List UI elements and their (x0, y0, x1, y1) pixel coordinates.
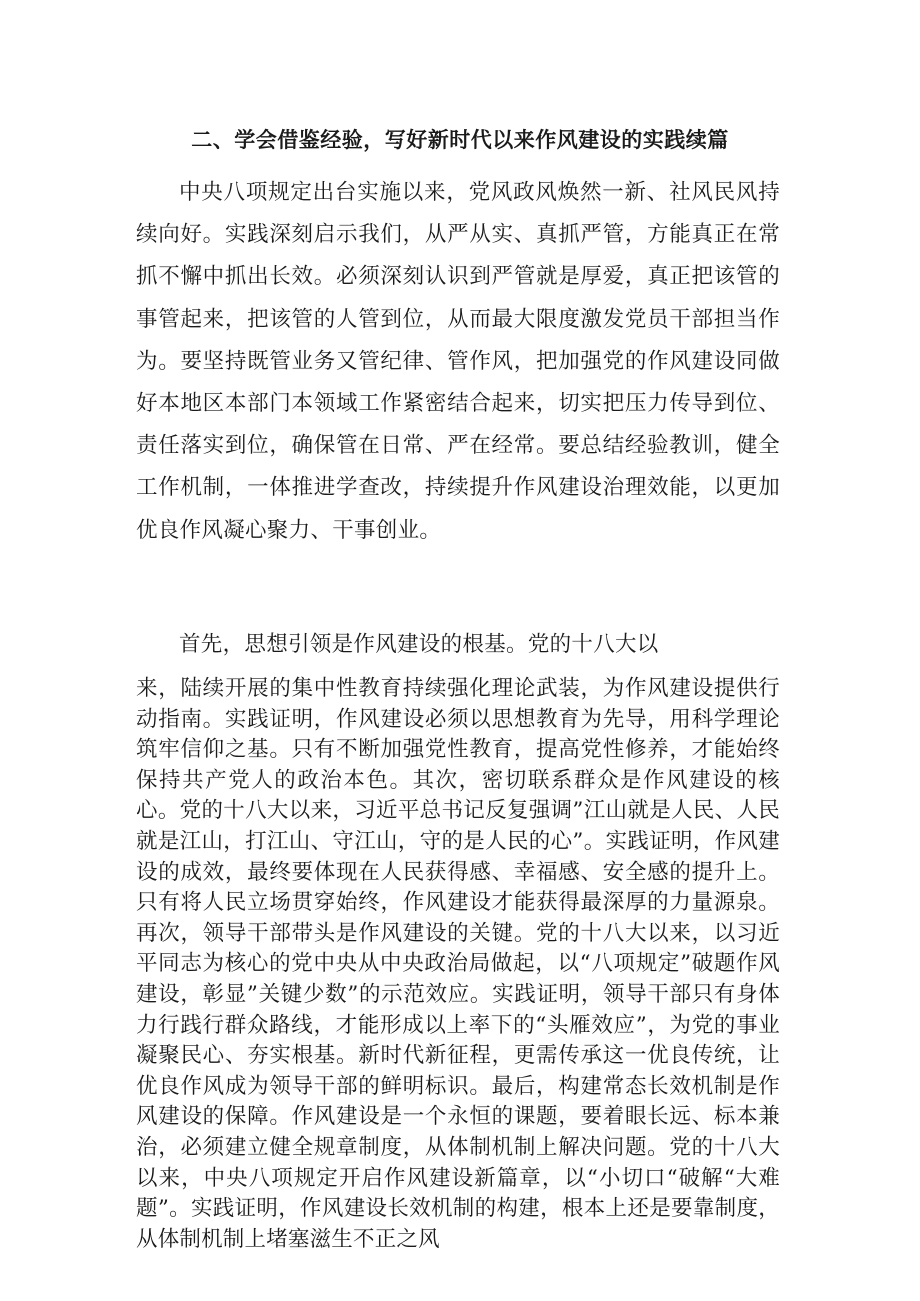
paragraph-body-dense: 来，陆续开展的集中性教育持续强化理论武装，为作风建设提供行动指南。实践证明，作风建设必须以思想教育为先导，用科学理论筑牢信仰之基。只有不断加强党性教育，提高党性修养，才能始终保持共产党人的政治本色。其次，密切联系群众是作风建设的核心。党的十八大以来，习近平总书记反复强调”江山就是人民、人民就是江山，打江山、守江山，守的是人民的心”。实践证明，作风建设的成效，最终要体现在人民获得感、幸福感、安全感的提升上。只有将人民立场贯穿始终，作风建设才能获得最深厚的力量源泉。再次，领导干部带头是作风建设的关键。党的十八大以来，以习近平同志为核心的党中央从中央政治局做起，以“八项规定”破题作风建设，彰显”关键少数”的示范效应。实践证明，领导干部只有身体力行践行群众路线，才能形成以上率下的“头雁效应”，为党的事业凝聚民心、夯实根基。新时代新征程，更需传承这一优良传统，让优良作风成为领导干部的鲜明标识。最后，构建常态长效机制是作风建设的保障。作风建设是一个永恒的课题，要着眼长远、标本兼治，必须建立健全规章制度，从体制机制上解决问题。党的十八大以来，中央八项规定开启作风建设新篇章，以“小切口“破解“大难题”。实践证明，作风建设长效机制的构建，根本上还是要靠制度，从体制机制上堵塞滋生不正之风 (136, 676, 780, 1252)
section-heading: 二、学会借鉴经验，写好新时代以来作风建设的实践续篇 (191, 127, 729, 152)
paragraph-practice-summary: 中央八项规定出台实施以来，党风政风焕然一新、社风民风持续向好。实践深刻启示我们，从严从实、真抓严管，方能真正在常抓不懈中抓出长效。必须深刻认识到严管就是厚爱，真正把该管的事管起来，把该管的人管到位，从而最大限度激发党员干部担当作为。要坚持既管业务又管纪律、管作风，把加强党的作风建设同做好本地区本部门本领域工作紧密结合起来，切实把压力传导到位、责任落实到位，确保管在日常、严在经常。要总结经验教训，健全工作机制，一体推进学查改，持续提升作风建设治理效能，以更加优良作风凝心聚力、干事创业。 (136, 180, 780, 543)
paragraph-first-line: 首先，思想引领是作风建设的根基。党的十八大以 (179, 632, 659, 657)
